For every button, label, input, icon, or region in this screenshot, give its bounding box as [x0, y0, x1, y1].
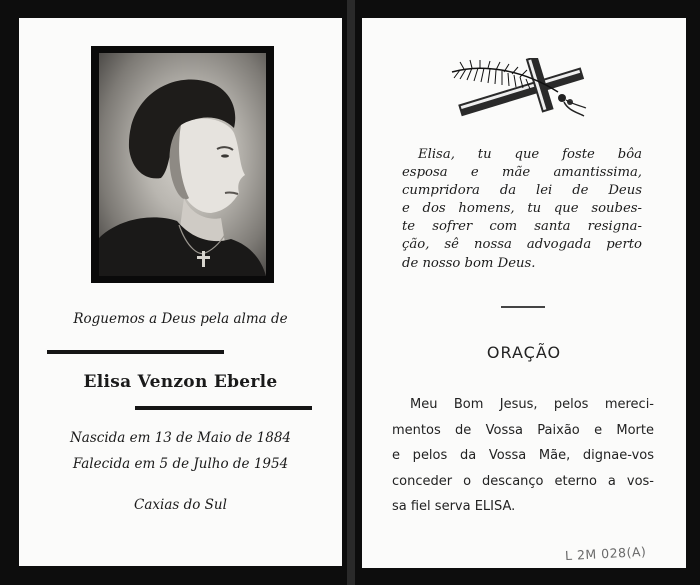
archive-mark: L 2M 028(A) [564, 543, 647, 564]
oracao-line: e pelos da Vossa Mãe, dignae-vos [392, 448, 654, 463]
portrait-illustration [99, 53, 266, 276]
card-fold [347, 0, 355, 585]
verse-line: cumpridora da lei de Deus [402, 183, 642, 199]
prayer-intro: Roguemos a Deus pela alma de [73, 311, 288, 327]
portrait-photo [99, 53, 266, 276]
birth-date: Nascida em 13 de Maio de 1884 [69, 430, 291, 446]
oracao-line: sa fiel serva ELISA. [392, 499, 516, 514]
verse-line: e dos homens, tu que soubes- [402, 201, 642, 217]
cross-icon [450, 58, 590, 124]
oracao-block [392, 392, 654, 520]
oracao-title: ORAÇÃO [486, 343, 562, 362]
death-date: Falecida em 5 de Julho de 1954 [72, 456, 289, 472]
verse-line: esposa e mãe amantissima, [402, 165, 642, 181]
rule-upper [47, 350, 224, 354]
city: Caxias do Sul [134, 497, 227, 513]
portrait-frame [91, 46, 274, 283]
verse-line: ção, sê nossa advogada perto [402, 237, 642, 253]
verse-line: te sofrer com santa resigna- [402, 219, 642, 235]
verse-block [402, 146, 642, 273]
right-card-panel [362, 18, 686, 568]
oracao-line: Meu Bom Jesus, pelos mereci- [410, 397, 654, 412]
oracao-line: conceder o descanço eterno a vos- [392, 473, 654, 489]
oracao-line: mentos de Vossa Paixão e Morte [392, 422, 654, 438]
verse-line: de nosso bom Deus. [402, 255, 536, 271]
rule-lower [135, 406, 312, 410]
left-card-panel [19, 18, 342, 566]
verse-line: Elisa, tu que foste bôa [418, 147, 642, 162]
deceased-name: Elisa Venzon Eberle [83, 372, 278, 392]
divider [501, 306, 545, 308]
